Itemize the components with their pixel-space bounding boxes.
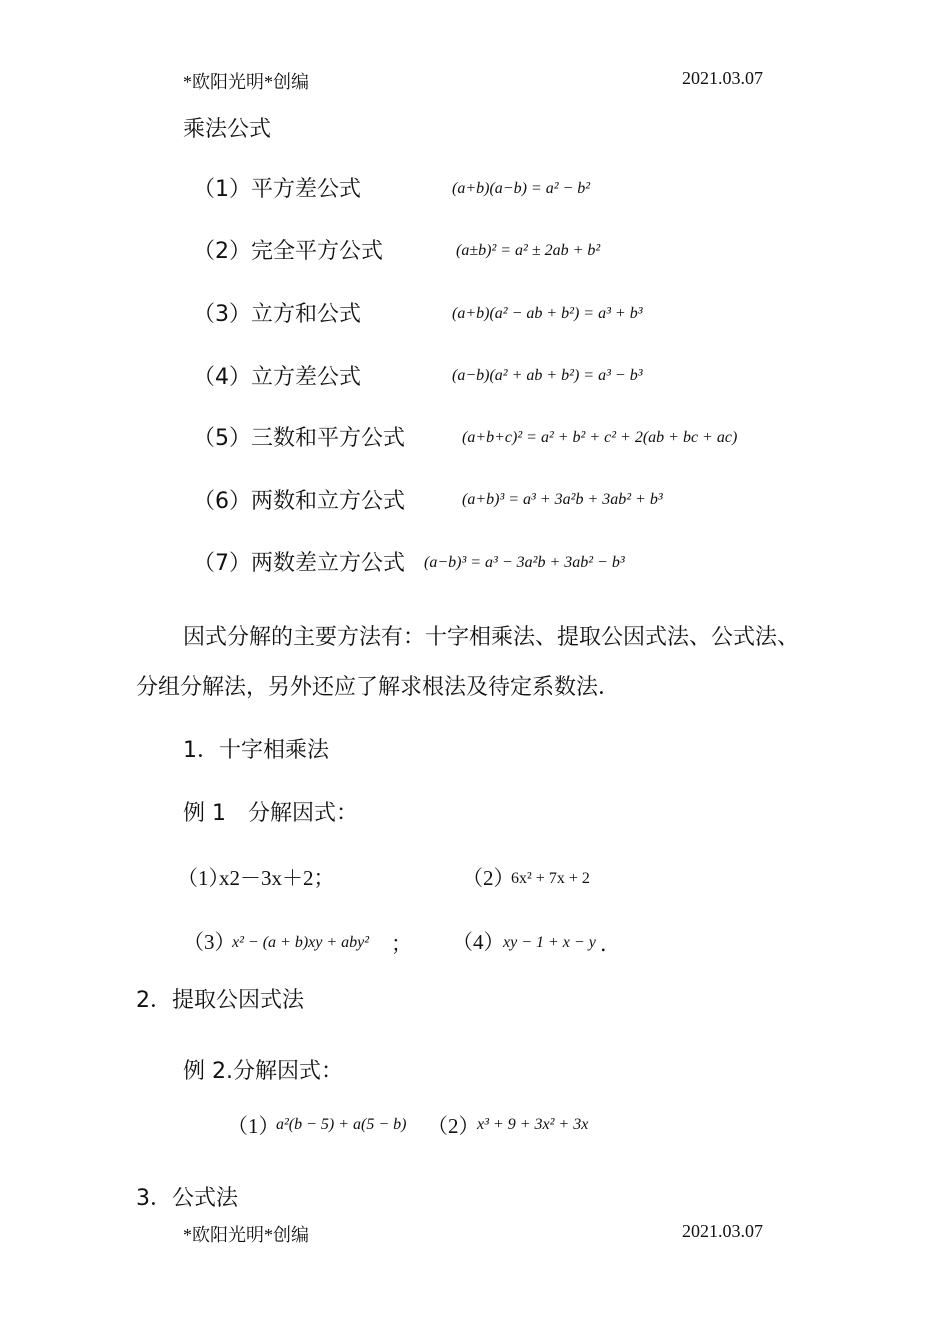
method1-q2-expr: 6x² + 7x + 2	[511, 870, 590, 887]
formula-label-2: （2）完全平方公式	[193, 239, 383, 264]
footer-author: *欧阳光明*创编	[183, 1225, 309, 1245]
formula-expr-2: (a±b)² = a² ± 2ab + b²	[456, 242, 601, 259]
intro-line-2: 分组分解法，另外还应了解求根法及待定系数法．	[136, 675, 621, 700]
formula-label-1: （1）平方差公式	[193, 177, 361, 202]
method3-heading: 3．公式法	[136, 1186, 238, 1211]
method1-q4-expr: xy − 1 + x − y	[503, 934, 596, 951]
formula-label-7: （7）两数差立方公式	[193, 551, 405, 576]
footer-date: 2021.03.07	[682, 1221, 763, 1241]
formula-expr-5: (a+b+c)² = a² + b² + c² + 2(ab + bc + ac)	[462, 429, 738, 446]
formula-expr-4: (a−b)(a² + ab + b²) = a³ − b³	[452, 367, 643, 384]
method1-q3-expr: x² − (a + b)xy + aby²	[232, 934, 370, 951]
method1-example: 例 1 分解因式：	[183, 801, 358, 826]
formula-label-5: （5）三数和平方公式	[193, 426, 405, 451]
method2-q1-label: （1）	[227, 1114, 280, 1138]
method1-q3-suffix: ；	[391, 932, 412, 956]
method1-q2-label: （2）	[462, 866, 515, 890]
formula-expr-6: (a+b)³ = a³ + 3a²b + 3ab² + b³	[462, 491, 663, 508]
method1-heading: 1．十字相乘法	[183, 738, 329, 763]
header-author: *欧阳光明*创编	[183, 72, 309, 92]
method1-q3-label: （3）	[183, 930, 236, 954]
method2-example: 例 2.分解因式：	[183, 1059, 343, 1084]
method2-q2-label: （2）	[427, 1114, 480, 1138]
method1-q1-label: （1）	[177, 866, 230, 890]
method2-q1-expr: a²(b − 5) + a(5 − b)	[276, 1116, 407, 1133]
method2-heading: 2．提取公因式法	[136, 988, 304, 1013]
formula-expr-1: (a+b)(a−b) = a² − b²	[452, 180, 591, 197]
formula-label-3: （3）立方和公式	[193, 302, 361, 327]
method2-q2-expr: x³ + 9 + 3x² + 3x	[477, 1116, 589, 1133]
formula-label-4: （4）立方差公式	[193, 365, 361, 390]
intro-line-1: 因式分解的主要方法有：十字相乘法、提取公因式法、公式法、	[183, 625, 800, 650]
formula-expr-7: (a−b)³ = a³ − 3a²b + 3ab² − b³	[424, 554, 625, 571]
header-date: 2021.03.07	[682, 68, 763, 88]
formula-label-6: （6）两数和立方公式	[193, 489, 405, 514]
method1-q4-suffix: ．	[600, 932, 621, 956]
formula-expr-3: (a+b)(a² − ab + b²) = a³ + b³	[452, 305, 643, 322]
method1-q4-label: （4）	[452, 930, 505, 954]
method1-q1-expr: x2－3x＋2；	[219, 866, 335, 890]
section-title: 乘法公式	[183, 117, 272, 142]
